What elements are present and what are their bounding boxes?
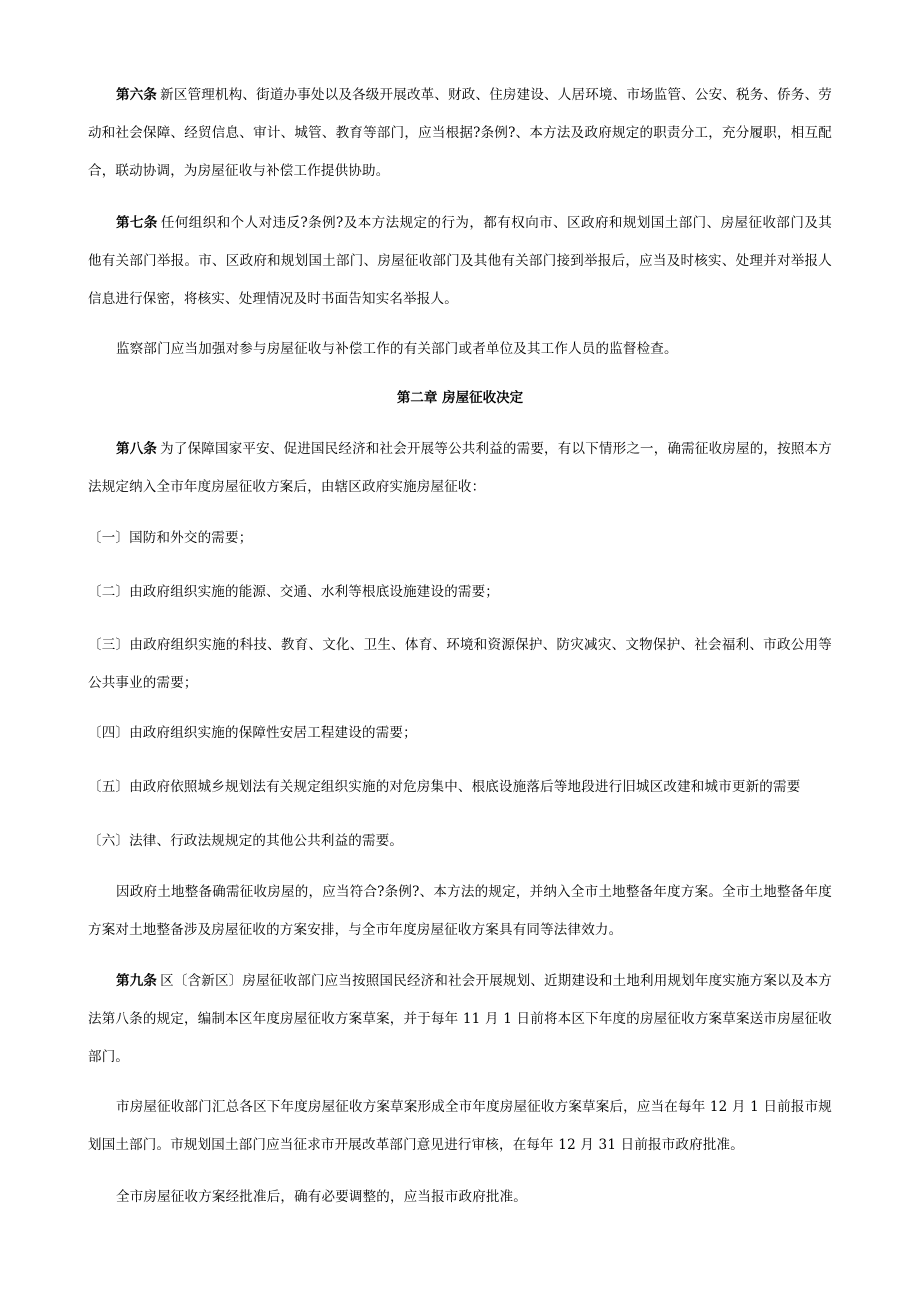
article-7-paragraph <box>88 204 832 318</box>
article-8-item: 〔五〕由政府依照城乡规划法有关规定组织实施的对危房集中、根底设施落后等地段进行旧城区改建和城市更新的需要 <box>88 779 801 795</box>
land-readjustment-paragraph: 因政府土地整备确需征收房屋的，应当符合?条例?、本方法的规定，并纳入全市土地整备年度方案。全市土地整备年度方案对土地整备涉及房屋征收的方案安排，与全市年度房屋征收方案具有同等法律效力。 <box>88 884 832 938</box>
annual-plan-summary-paragraph: 市房屋征收部门汇总各区下年度房屋征收方案草案形成全市年度房屋征收方案草案后，应当在每年 12 月 1 日前报市规划国土部门。市规划国土部门应当征求市开展改革部门意见进行审核，在每年 12 月 31 日前报市政府批准。 <box>88 1099 832 1153</box>
article-8-number: 第八条 <box>116 441 158 457</box>
article-8-item: 〔六〕法律、行政法规规定的其他公共利益的需要。 <box>88 833 404 849</box>
chapter-2-title: 第二章 房屋征收决定 <box>396 390 524 406</box>
article-8-item: 〔二〕由政府组织实施的能源、交通、水利等根底设施建设的需要； <box>88 584 499 600</box>
article-6-text: 新区管理机构、街道办事处以及各级开展改革、财政、住房建设、人居环境、市场监管、公安、税务、侨务、劳动和社会保障、经贸信息、审计、城管、教育等部门，应当根据?条例?、本方法及政府规定的职责分工，充分履职，相互配合，联动协调，为房屋征收与补偿工作提供协助。 <box>88 87 832 179</box>
article-7-number: 第七条 <box>116 215 158 231</box>
article-8-item: 〔四〕由政府组织实施的保障性安居工程建设的需要； <box>88 725 417 741</box>
plan-adjustment-paragraph: 全市房屋征收方案经批准后，确有必要调整的，应当报市政府批准。 <box>116 1189 527 1205</box>
article-6-paragraph <box>88 76 832 190</box>
supervision-paragraph: 监察部门应当加强对参与房屋征收与补偿工作的有关部门或者单位及其工作人员的监督检查。 <box>116 341 678 357</box>
article-8-item: 〔一〕国防和外交的需要； <box>88 530 253 546</box>
article-8-item: 〔三〕由政府组织实施的科技、教育、文化、卫生、体育、环境和资源保护、防灾减灾、文物保护、社会福利、市政公用等公共事业的需要； <box>88 637 832 691</box>
article-9-number: 第九条 <box>116 973 158 989</box>
article-8-paragraph <box>88 430 832 506</box>
article-8-text: 为了保障国家平安、促进国民经济和社会开展等公共利益的需要，有以下情形之一，确需征收房屋的，按照本方法规定纳入全市年度房屋征收方案后，由辖区政府实施房屋征收： <box>88 441 832 495</box>
article-9-paragraph <box>88 962 832 1076</box>
article-9-text: 区〔含新区〕房屋征收部门应当按照国民经济和社会开展规划、近期建设和土地利用规划年度实施方案以及本方法第八条的规定，编制本区年度房屋征收方案草案，并于每年 11 月 1 日前将本区下年度的房屋征收方案草案送市房屋征收部门。 <box>88 973 832 1065</box>
article-7-text: 任何组织和个人对违反?条例?及本方法规定的行为，都有权向市、区政府和规划国土部门、房屋征收部门及其他有关部门举报。市、区政府和规划国土部门、房屋征收部门及其他有关部门接到举报后，应当及时核实、处理并对举报人信息进行保密，将核实、处理情况及时书面告知实名举报人。 <box>88 215 832 307</box>
article-6-number: 第六条 <box>116 87 158 103</box>
